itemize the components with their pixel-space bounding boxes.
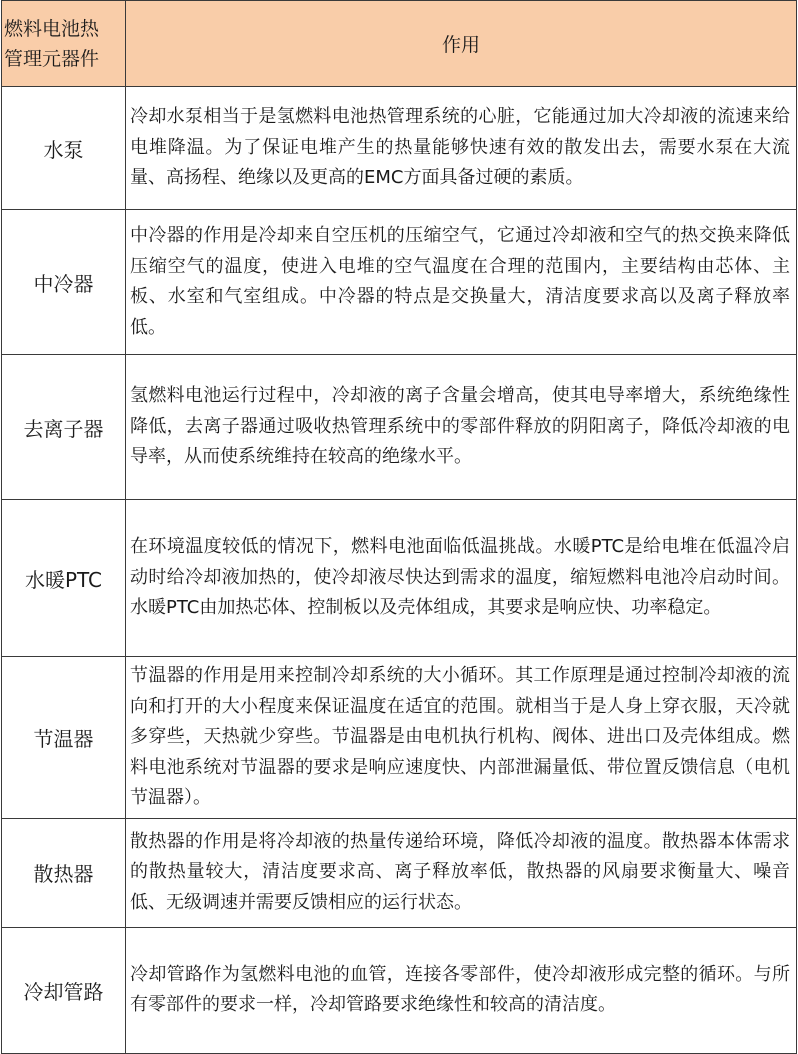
component-name: 节温器 (2, 657, 126, 819)
table-row (2, 87, 797, 210)
component-description: 散热器的作用是将冷却液的热量传递给环境，降低冷却液的温度。散热器本体需求的散热量较大，清洁度要求高、离子释放率低，散热器的风扇要求衡量大、噪音低、无级调速并需要反馈相应的运行状态。 (126, 818, 797, 927)
component-name: 散热器 (2, 818, 126, 927)
table-row (2, 500, 797, 657)
table-header-row (2, 1, 797, 87)
component-name: 水泵 (2, 87, 126, 210)
component-name: 中冷器 (2, 210, 126, 355)
header-name-line1: 燃料电池热 (4, 17, 100, 40)
component-description: 在环境温度较低的情况下，燃料电池面临低温挑战。水暖PTC是给电堆在低温冷启动时给冷却液加热的，使冷却液尽快达到需求的温度，缩短燃料电池冷启动时间。水暖PTC由加热芯体、控制板以及壳体组成，其要求是响应快、功率稳定。 (126, 500, 797, 657)
header-role: 作用 (126, 1, 797, 87)
table-row (2, 355, 797, 500)
component-description: 节温器的作用是用来控制冷却系统的大小循环。其工作原理是通过控制冷却液的流向和打开的大小程度来保证温度在适宜的范围。就相当于是人身上穿衣服，天冷就多穿些，天热就少穿些。节温器是由电机执行机构、阀体、进出口及壳体组成。燃料电池系统对节温器的要求是响应速度快、内部泄漏量低、带位置反馈信息（电机节温器）。 (126, 657, 797, 819)
table-row (2, 818, 797, 927)
table-row (2, 657, 797, 819)
component-name: 冷却管路 (2, 927, 126, 1053)
component-description: 氢燃料电池运行过程中，冷却液的离子含量会增高，使其电导率增大，系统绝缘性降低，去离子器通过吸收热管理系统中的零部件释放的阴阳离子，降低冷却液的电导率，从而使系统维持在较高的绝缘水平。 (126, 355, 797, 500)
table-row (2, 927, 797, 1053)
component-description: 冷却管路作为氢燃料电池的血管，连接各零部件，使冷却液形成完整的循环。与所有零部件的要求一样，冷却管路要求绝缘性和较高的清洁度。 (126, 927, 797, 1053)
header-name-line2: 管理元器件 (4, 47, 100, 70)
header-component-name (2, 1, 126, 87)
table-row (2, 210, 797, 355)
component-description: 冷却水泵相当于是氢燃料电池热管理系统的心脏，它能通过加大冷却液的流速来给电堆降温。为了保证电堆产生的热量能够快速有效的散发出去，需要水泵在大流量、高扬程、绝缘以及更高的EMC方面具备过硬的素质。 (126, 87, 797, 210)
component-name: 水暖PTC (2, 500, 126, 657)
component-name: 去离子器 (2, 355, 126, 500)
component-description: 中冷器的作用是冷却来自空压机的压缩空气，它通过冷却液和空气的热交换来降低压缩空气的温度，使进入电堆的空气温度在合理的范围内，主要结构由芯体、主板、水室和气室组成。中冷器的特点是交换量大，清洁度要求高以及离子释放率低。 (126, 210, 797, 355)
thermal-components-table (1, 0, 797, 1054)
